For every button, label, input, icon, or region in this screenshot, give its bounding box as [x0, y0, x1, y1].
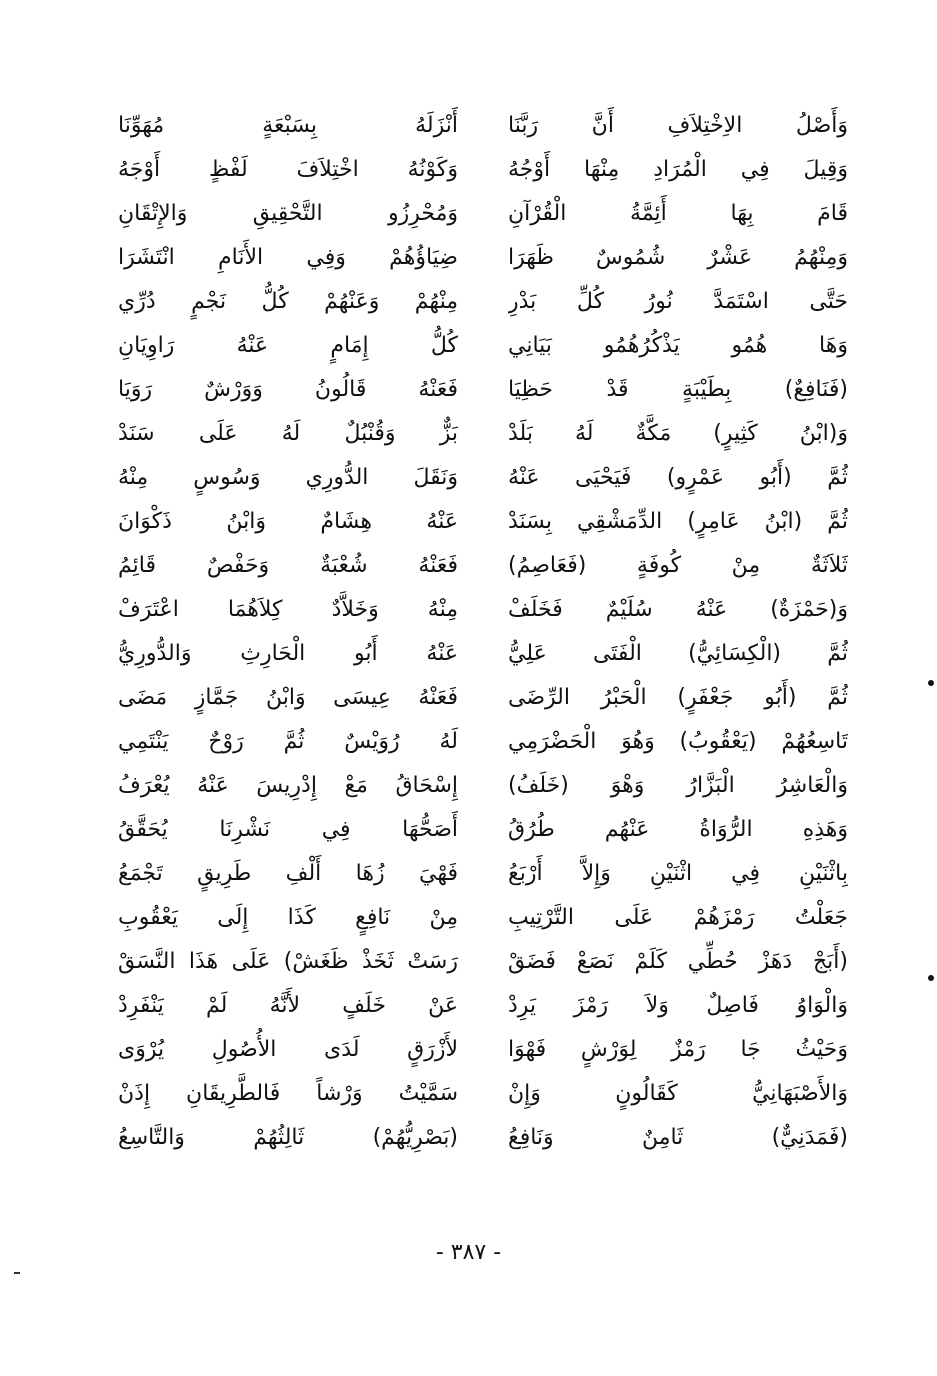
- right-hemistich: ثُمَّ (الْكِسَائِيُّ) الْفَتَى عَلِيُّ: [508, 641, 848, 666]
- right-hemistich: جَعَلْتُ رَمْزَهُمْ عَلَى التَّرْتِيبِ: [508, 905, 848, 930]
- right-hemistich: وَحَيْثُ جَا رَمْزٌ لِوَرْشٍ فَهْوَا: [508, 1037, 848, 1062]
- verse-line: [118, 940, 848, 984]
- verse-line: [118, 412, 848, 456]
- left-hemistich: سَمَّيْتُ وَرْشاً فَالطَّرِيقَانِ إِذَنْ: [118, 1081, 458, 1106]
- left-hemistich: لَهُ رُوَيْسٌ ثُمَّ رَوْحٌ يَنْتَمِي: [118, 729, 458, 754]
- right-hemistich: (فَنَافِعٌ) بِطَيْبَةٍ قَدْ حَظِيَا: [508, 377, 848, 402]
- right-hemistich: بِاثْنَيْنِ فِي اثْنَيْنِ وَإِلاَّ أَرْبَعُ: [508, 861, 848, 886]
- verse-line: [118, 324, 848, 368]
- right-hemistich: ثُمَّ (ابْنُ عَامِرٍ) الدِّمَشْقِي بِسَنَدْ: [508, 509, 848, 534]
- left-hemistich: وَنَقَلَ الدُّورِي وَسُوسٍ مِنْهُ: [118, 465, 458, 490]
- left-hemistich: عَنْهُ أَبُو الْحَارِثِ وَالدُّورِيُّ: [118, 641, 458, 666]
- left-hemistich: عَنْهُ هِشَامٌ وَابْنُ ذَكْوَانَ: [118, 509, 458, 534]
- right-hemistich: وَمِنْهُمُ عَشْرٌ شُمُوسٌ ظَهَرَا: [508, 245, 848, 270]
- verse-line: [118, 1072, 848, 1116]
- right-hemistich: (أَبَجْ دَهَزْ حُطِّي كَلَمْ نَصَعْ فَضَقْ: [508, 949, 848, 974]
- left-hemistich: فَعَنْهُ عِيسَى وَابْنُ جَمَّازٍ مَضَى: [118, 685, 458, 710]
- right-hemistich: وَالأَصْبَهَانِيُّ كَقَالُونٍ وَإِنْ: [508, 1081, 848, 1106]
- scan-dot: [928, 975, 934, 981]
- right-hemistich: حَتَّى اسْتَمَدَّ نُورُ كُلِّ بَدْرِ: [508, 289, 848, 314]
- left-hemistich: عَنْ خَلَفٍ لأَنَّهُ لَمْ يَنْفَرِدْ: [118, 993, 458, 1018]
- verse-line: [118, 588, 848, 632]
- right-hemistich: (فَمَدَنِيٌّ) ثَامِنٌ وَنَافِعُ: [508, 1125, 848, 1150]
- left-hemistich: كُلُّ إِمَامٍ عَنْهُ رَاوِيَانِ: [118, 333, 458, 358]
- verse-line: [118, 896, 848, 940]
- right-hemistich: ثُمَّ (أَبُو عَمْرٍو) فَيَحْيَى عَنْهُ: [508, 465, 848, 490]
- left-hemistich: فَعَنْهُ قَالُونُ وَوَرْشٌ رَوَيَا: [118, 377, 458, 402]
- verse-line: [118, 676, 848, 720]
- verse-line: [118, 984, 848, 1028]
- left-hemistich: أَصَحُّهَا فِي نَشْرِنَا يُحَقَّقُ: [118, 817, 458, 842]
- left-hemistich: مِنْهُ وَخَلاَّدٌ كِلاَهُمَا اعْتَرَفْ: [118, 597, 458, 622]
- verse-line: [118, 104, 848, 148]
- right-hemistich: وَالْعَاشِرُ الْبَزَّارُ وَهْوَ (خَلَفُ): [508, 773, 848, 798]
- left-hemistich: (بَصْرِيُّهُمْ) ثَالِثُهُمْ وَالتَّاسِعُ: [118, 1125, 458, 1150]
- right-hemistich: وَقِيلَ فِي الْمُرَادِ مِنْهَا أَوْجُهُ: [508, 157, 848, 182]
- right-hemistich: وَ(ابْنُ كَثِيرٍ) مَكَّةٌ لَهُ بَلَدْ: [508, 421, 848, 446]
- verse-line: [118, 280, 848, 324]
- verse-line: [118, 236, 848, 280]
- right-hemistich: وَهَذِهِ الرُّوَاةُ عَنْهُم طُرُقُ: [508, 817, 848, 842]
- left-hemistich: رَسَتْ ثَخَذْ ظَغَشْ) عَلَى هَذَا النَّسَقْ: [118, 949, 458, 974]
- right-hemistich: وَهَا هُمُو يَذْكُرُهُمُو بَيَانِي: [508, 333, 848, 358]
- poem-body: [118, 104, 848, 1160]
- left-hemistich: وَمُحْرِزُو التَّحْقِيقِ وَالإِتْقَانِ: [118, 201, 458, 226]
- left-hemistich: مِنْهُمْ وَعَنْهُمْ كُلُّ نَجْمٍ دُرِّي: [118, 289, 458, 314]
- verse-line: [118, 720, 848, 764]
- left-hemistich: بَزٌّ وَقُنْبُلٌ لَهُ عَلَى سَنَدْ: [118, 421, 458, 446]
- right-hemistich: تَاسِعُهُمْ (يَعْقُوبُ) وَهُوَ الْحَضْرَمِي: [508, 729, 848, 754]
- right-hemistich: وَأَصْلُ الاِخْتِلاَفِ أَنَّ رَبَّنَا: [508, 113, 848, 138]
- right-hemistich: وَالْوَاوُ فَاصِلٌ وَلاَ رَمْزَ يَرِدْ: [508, 993, 848, 1018]
- verse-line: [118, 544, 848, 588]
- scan-dot: [928, 680, 934, 686]
- left-hemistich: أَنْزَلَهُ بِسَبْعَةٍ مُهَوِّنَا: [118, 113, 458, 138]
- verse-line: [118, 456, 848, 500]
- left-hemistich: إِسْحَاقُ مَعْ إِدْرِيسَ عَنْهُ يُعْرَفُ: [118, 773, 458, 798]
- verse-line: [118, 148, 848, 192]
- left-hemistich: وَكَوْنُهُ اخْتِلاَفَ لَفْظٍ أَوْجَهُ: [118, 157, 458, 182]
- verse-line: [118, 1116, 848, 1160]
- verse-line: [118, 808, 848, 852]
- verse-line: [118, 852, 848, 896]
- right-hemistich: قَامَ بِهَا أَئِمَّةُ الْقُرْآنِ: [508, 201, 848, 226]
- verse-line: [118, 764, 848, 808]
- page-number: - ٣٨٧ -: [435, 1240, 502, 1265]
- left-hemistich: فَعَنْهُ شُعْبَةٌ وَحَفْصٌ قَائِمُ: [118, 553, 458, 578]
- right-hemistich: ثَلاَثَةٌ مِنْ كُوفَةٍ (فَعَاصِمُ): [508, 553, 848, 578]
- scan-mark: [14, 1272, 20, 1274]
- verse-line: [118, 192, 848, 236]
- left-hemistich: مِنْ نَافِعٍ كَذَا إِلَى يَعْقُوبِ: [118, 905, 458, 930]
- left-hemistich: ضِيَاؤُهُمْ وَفِي الأَنَامِ انْتَشَرَا: [118, 245, 458, 270]
- right-hemistich: ثُمَّ (أَبُو جَعْفَرٍ) الْحَبْرُ الرِّضَى: [508, 685, 848, 710]
- right-hemistich: وَ(حَمْزَةٌ) عَنْهُ سُلَيْمٌ فَخَلَفْ: [508, 597, 848, 622]
- verse-line: [118, 1028, 848, 1072]
- verse-line: [118, 632, 848, 676]
- left-hemistich: فَهْيَ زُهَا أَلْفِ طَرِيقٍ تَجْمَعُ: [118, 861, 458, 886]
- left-hemistich: لأَزْرَقٍ لَدَى الأُصُولِ يُرْوَى: [118, 1037, 458, 1062]
- verse-line: [118, 368, 848, 412]
- verse-line: [118, 500, 848, 544]
